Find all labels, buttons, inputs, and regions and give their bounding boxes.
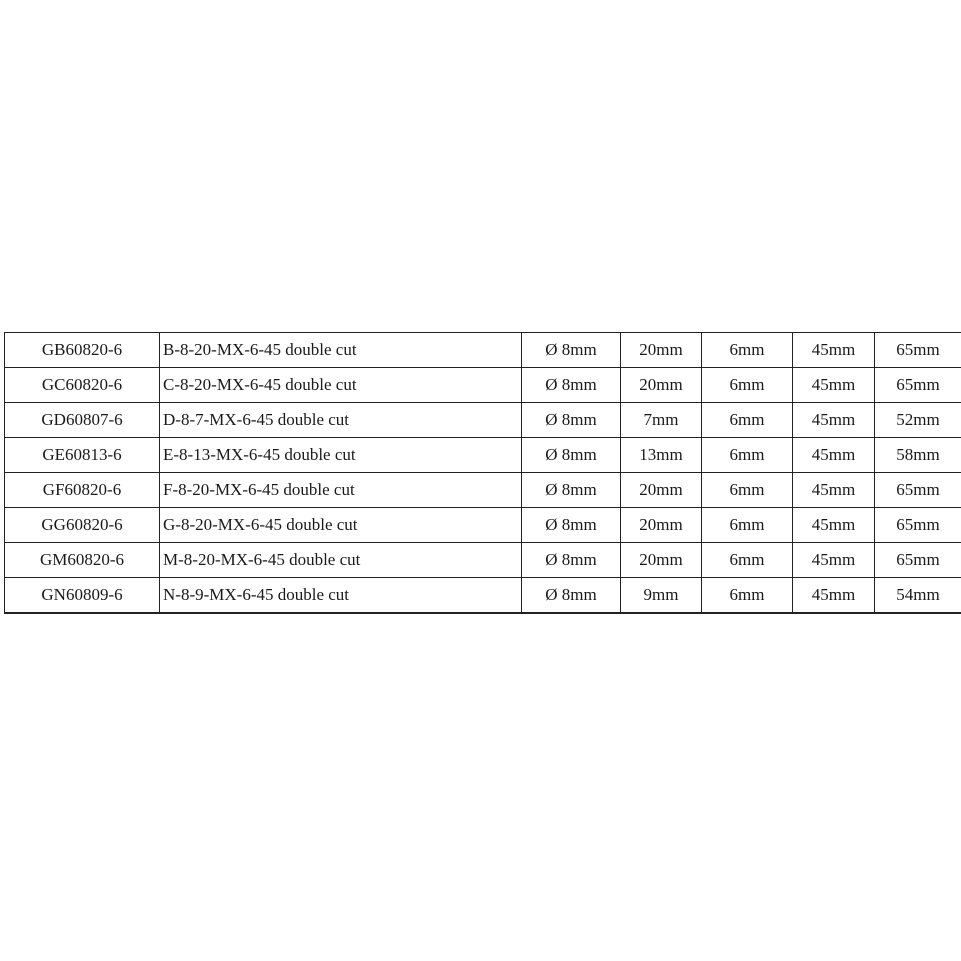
- table-row: [5, 473, 961, 508]
- cell-cut-length: 20mm: [621, 543, 702, 578]
- table-row: [5, 508, 961, 543]
- cell-code: GN60809-6: [5, 578, 160, 614]
- cell-shank: 6mm: [702, 438, 793, 473]
- cell-diameter: Ø 8mm: [522, 508, 621, 543]
- cell-total-length: 54mm: [875, 578, 961, 614]
- cell-cut-length: 7mm: [621, 403, 702, 438]
- cell-description: B-8-20-MX-6-45 double cut: [160, 333, 522, 368]
- cell-diameter: Ø 8mm: [522, 473, 621, 508]
- cell-code: GB60820-6: [5, 333, 160, 368]
- cell-angle-length: 45mm: [793, 578, 875, 614]
- cell-description: C-8-20-MX-6-45 double cut: [160, 368, 522, 403]
- cell-shank: 6mm: [702, 333, 793, 368]
- cell-shank: 6mm: [702, 578, 793, 614]
- cell-cut-length: 13mm: [621, 438, 702, 473]
- cell-angle-length: 45mm: [793, 473, 875, 508]
- cell-shank: 6mm: [702, 473, 793, 508]
- cell-shank: 6mm: [702, 403, 793, 438]
- cell-description: M-8-20-MX-6-45 double cut: [160, 543, 522, 578]
- cell-description: E-8-13-MX-6-45 double cut: [160, 438, 522, 473]
- cell-description: G-8-20-MX-6-45 double cut: [160, 508, 522, 543]
- cell-diameter: Ø 8mm: [522, 403, 621, 438]
- cell-total-length: 65mm: [875, 333, 961, 368]
- cell-cut-length: 20mm: [621, 333, 702, 368]
- cell-description: N-8-9-MX-6-45 double cut: [160, 578, 522, 614]
- cell-total-length: 65mm: [875, 508, 961, 543]
- cell-code: GG60820-6: [5, 508, 160, 543]
- cell-description: F-8-20-MX-6-45 double cut: [160, 473, 522, 508]
- cell-code: GC60820-6: [5, 368, 160, 403]
- cell-cut-length: 9mm: [621, 578, 702, 614]
- cell-angle-length: 45mm: [793, 543, 875, 578]
- cell-shank: 6mm: [702, 368, 793, 403]
- cell-total-length: 58mm: [875, 438, 961, 473]
- spec-table-body: [5, 333, 961, 614]
- cell-code: GF60820-6: [5, 473, 160, 508]
- cell-code: GE60813-6: [5, 438, 160, 473]
- table-row: [5, 438, 961, 473]
- cell-angle-length: 45mm: [793, 368, 875, 403]
- cell-total-length: 65mm: [875, 368, 961, 403]
- cell-diameter: Ø 8mm: [522, 333, 621, 368]
- cell-diameter: Ø 8mm: [522, 543, 621, 578]
- cell-description: D-8-7-MX-6-45 double cut: [160, 403, 522, 438]
- table-row: [5, 403, 961, 438]
- cell-angle-length: 45mm: [793, 438, 875, 473]
- cell-angle-length: 45mm: [793, 508, 875, 543]
- cell-total-length: 65mm: [875, 473, 961, 508]
- cell-code: GD60807-6: [5, 403, 160, 438]
- spec-table: [4, 332, 961, 614]
- cell-diameter: Ø 8mm: [522, 368, 621, 403]
- cell-angle-length: 45mm: [793, 333, 875, 368]
- cell-total-length: 65mm: [875, 543, 961, 578]
- cell-total-length: 52mm: [875, 403, 961, 438]
- cell-cut-length: 20mm: [621, 508, 702, 543]
- cell-diameter: Ø 8mm: [522, 578, 621, 614]
- cell-cut-length: 20mm: [621, 473, 702, 508]
- table-row: [5, 578, 961, 614]
- table-row: [5, 368, 961, 403]
- cell-shank: 6mm: [702, 543, 793, 578]
- cell-shank: 6mm: [702, 508, 793, 543]
- table-row: [5, 543, 961, 578]
- cell-angle-length: 45mm: [793, 403, 875, 438]
- cell-diameter: Ø 8mm: [522, 438, 621, 473]
- cell-code: GM60820-6: [5, 543, 160, 578]
- table-row: [5, 333, 961, 368]
- cell-cut-length: 20mm: [621, 368, 702, 403]
